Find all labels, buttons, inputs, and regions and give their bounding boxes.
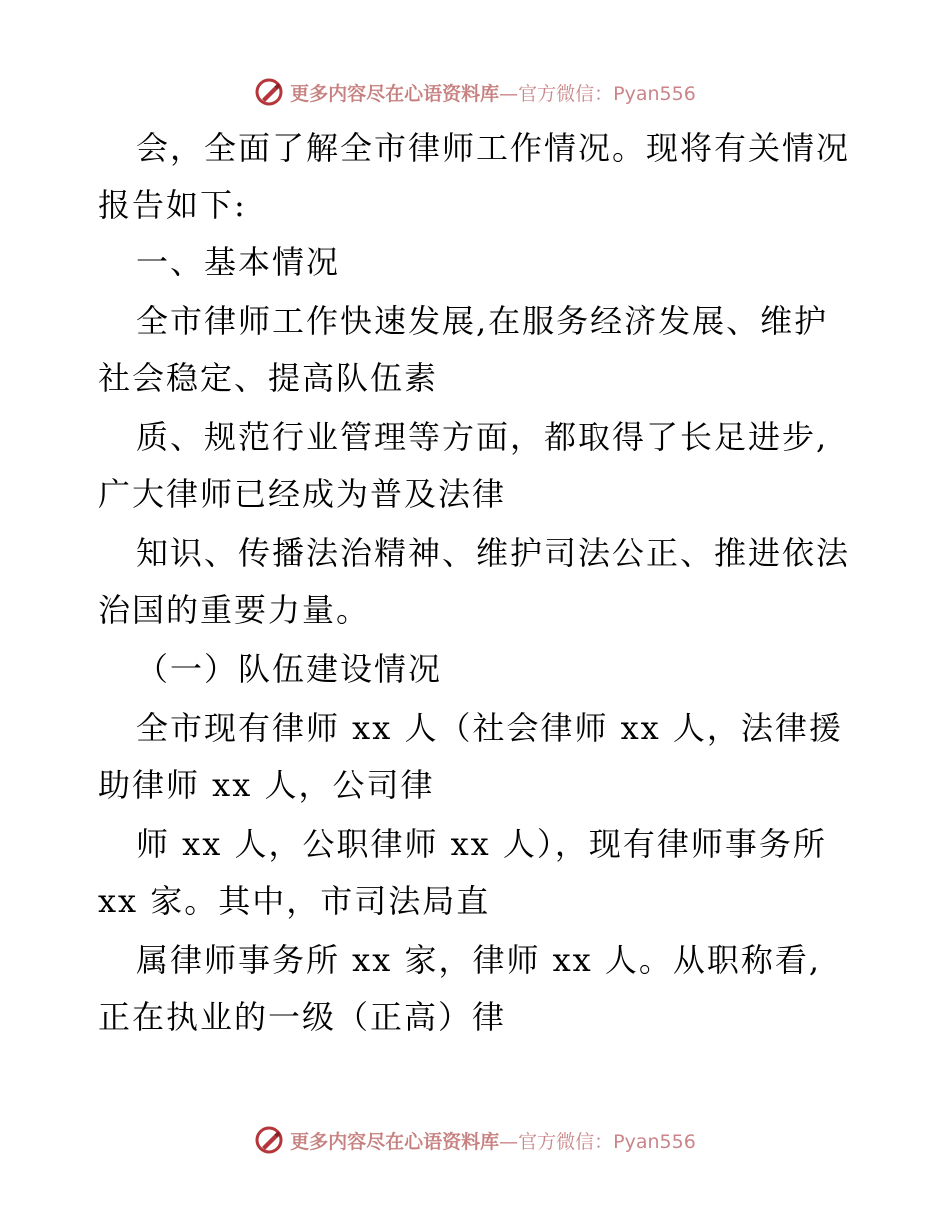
header-banner-main: 更多内容尽在心语资料库 [290, 82, 500, 105]
footer-banner [0, 1120, 950, 1160]
text-line: 广大律师已经成为普及法律 [98, 475, 507, 513]
text-line: 全市现有律师 xx 人（社会律师 xx 人，法律援 [136, 709, 843, 747]
text-line: 正在执业的一级（正高）律 [98, 998, 507, 1036]
footer-banner-sep: — [499, 1130, 519, 1153]
footer-banner-tail: 官方微信：Pyan556 [518, 1130, 696, 1153]
text-line: 报告如下: [98, 186, 247, 224]
header-banner [0, 72, 950, 112]
text-line: 助律师 xx 人，公司律 [98, 766, 435, 804]
footer-banner-main: 更多内容尽在心语资料库 [290, 1130, 500, 1153]
section-heading: 一、基本情况 [136, 243, 341, 281]
pen-logo-icon [254, 1125, 284, 1155]
text-line: 全市律师工作快速发展,在服务经济发展、维护 [136, 302, 829, 340]
pen-logo-icon [254, 77, 284, 107]
header-banner-sep: — [499, 82, 519, 105]
text-line: 治国的重要力量。 [98, 591, 371, 629]
text-line: 师 xx 人，公职律师 xx 人），现有律师事务所 [136, 825, 827, 863]
text-line: 社会稳定、提高队伍素 [98, 359, 439, 397]
subsection-heading: （一）队伍建设情况 [136, 650, 443, 688]
text-line: 属律师事务所 xx 家，律师 xx 人。从职称看, [136, 941, 822, 979]
footer-banner-text [290, 1127, 696, 1154]
text-line: 质、规范行业管理等方面，都取得了长足进步, [136, 418, 829, 456]
text-line: xx 家。其中，市司法局直 [98, 882, 491, 920]
header-banner-text [290, 79, 696, 106]
text-line: 会，全面了解全市律师工作情况。现将有关情况 [136, 129, 851, 167]
header-banner-tail: 官方微信：Pyan556 [518, 82, 696, 105]
text-line: 知识、传播法治精神、维护司法公正、推进依法 [136, 534, 851, 572]
